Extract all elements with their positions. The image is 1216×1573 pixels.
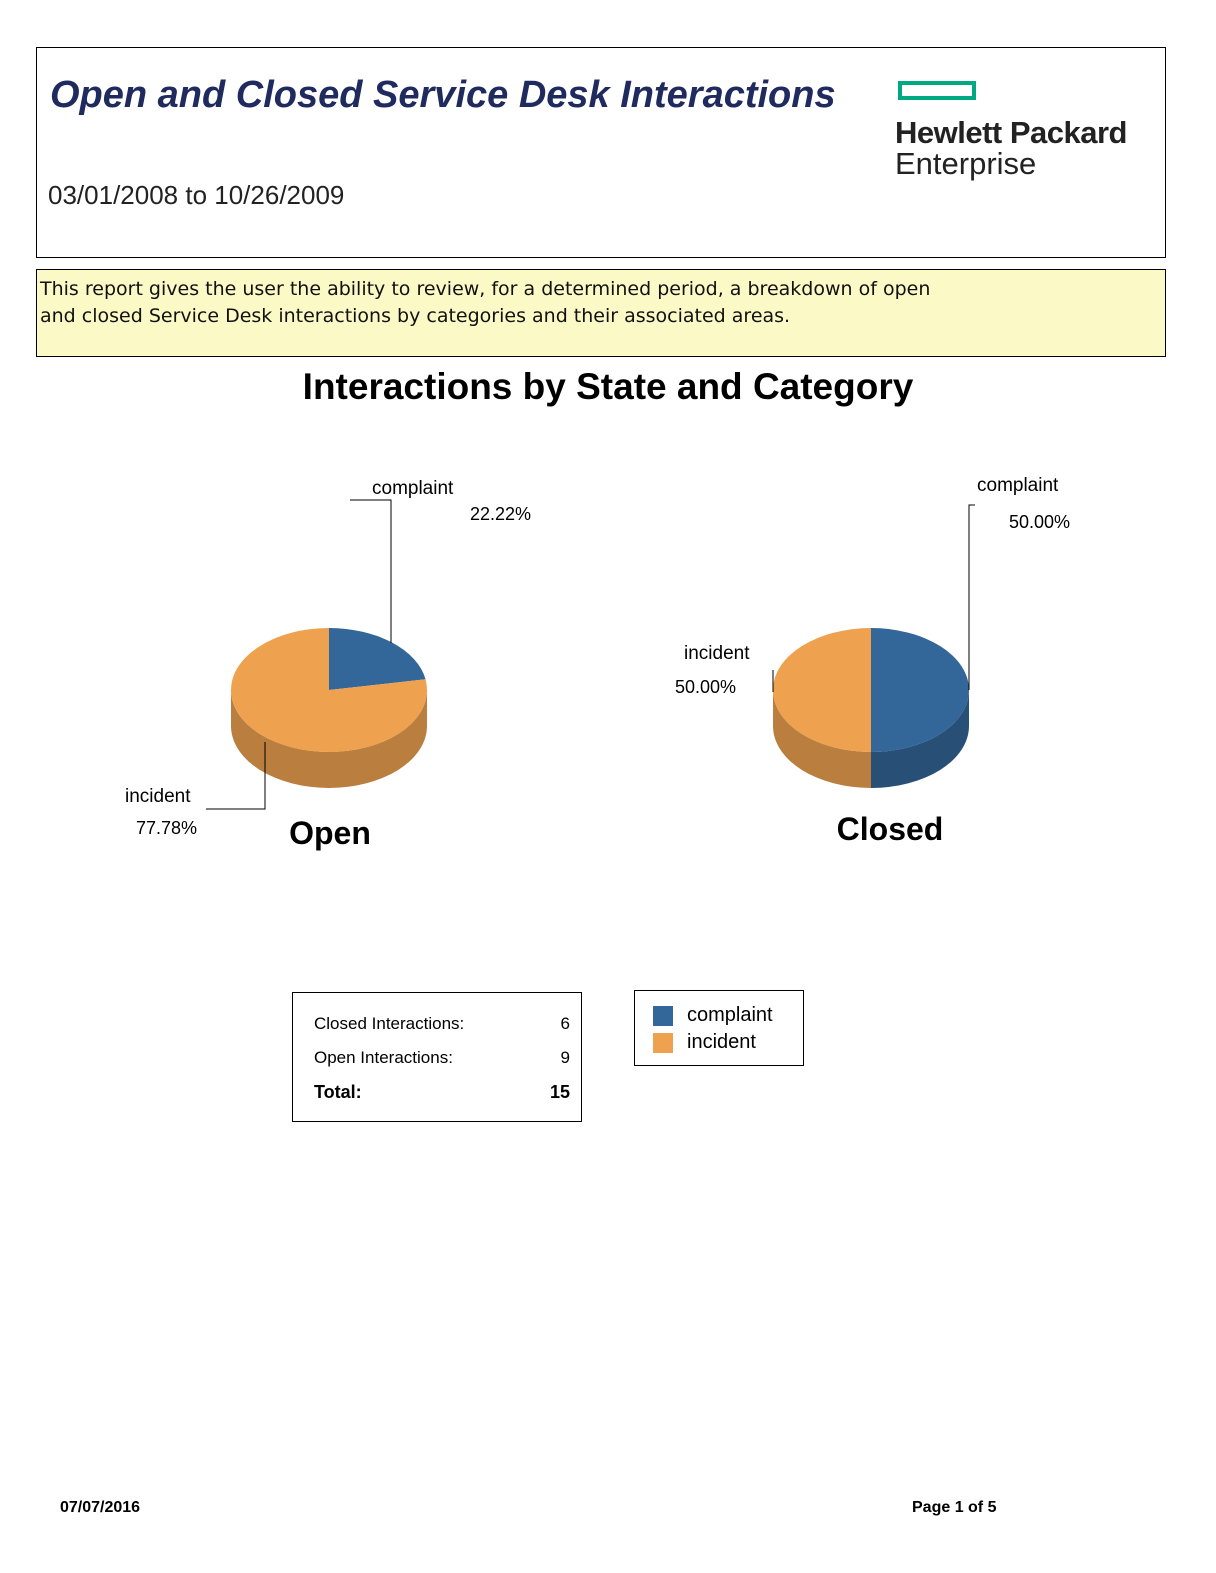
legend-swatch-incident xyxy=(653,1033,673,1053)
legend-label-incident: incident xyxy=(687,1031,756,1053)
date-range: 03/01/2008 to 10/26/2009 xyxy=(48,180,345,210)
slice-label-closed-incident: incident xyxy=(684,643,750,664)
leader-line-open-complaint xyxy=(350,500,391,643)
closed-label: Closed Interactions: xyxy=(314,1014,465,1033)
legend-swatch-complaint xyxy=(653,1006,673,1026)
chart-title: Interactions by State and Category xyxy=(302,366,914,407)
open-label: Open Interactions: xyxy=(314,1048,453,1067)
total-value: 15 xyxy=(549,1082,570,1102)
slice-label-open-incident: incident xyxy=(125,786,191,807)
description-text: This report gives the user the ability to review, for a determined period, a breakdown of open and closed Service Desk interactions by categories and their associated areas. xyxy=(40,278,931,327)
slice-percent-closed-complaint: 50.00% xyxy=(1009,512,1071,532)
chart-legend xyxy=(634,990,804,1066)
logo-text-line1: Hewlett Packard xyxy=(895,115,1127,150)
slice-label-open-complaint: complaint xyxy=(372,478,454,499)
pie-open-slice-complaint xyxy=(329,628,426,690)
footer-page: Page 1 of 5 xyxy=(912,1499,997,1516)
slice-percent-open-complaint: 22.22% xyxy=(470,504,532,524)
pie-title-open: Open xyxy=(289,815,371,851)
slice-label-closed-complaint: complaint xyxy=(977,475,1059,496)
slice-percent-open-incident: 77.78% xyxy=(136,818,198,838)
open-value: 9 xyxy=(560,1048,570,1067)
report-title: Open and Closed Service Desk Interactions xyxy=(50,74,836,116)
logo-text-line2: Enterprise xyxy=(895,146,1037,181)
summary-box xyxy=(292,992,582,1122)
total-label: Total: xyxy=(314,1082,362,1102)
footer-date: 07/07/2016 xyxy=(60,1499,141,1516)
slice-percent-closed-incident: 50.00% xyxy=(675,677,737,697)
legend-label-complaint: complaint xyxy=(687,1004,773,1026)
leader-line-closed-complaint xyxy=(969,505,975,690)
closed-value: 6 xyxy=(560,1014,570,1033)
pie-title-closed: Closed xyxy=(836,811,944,847)
